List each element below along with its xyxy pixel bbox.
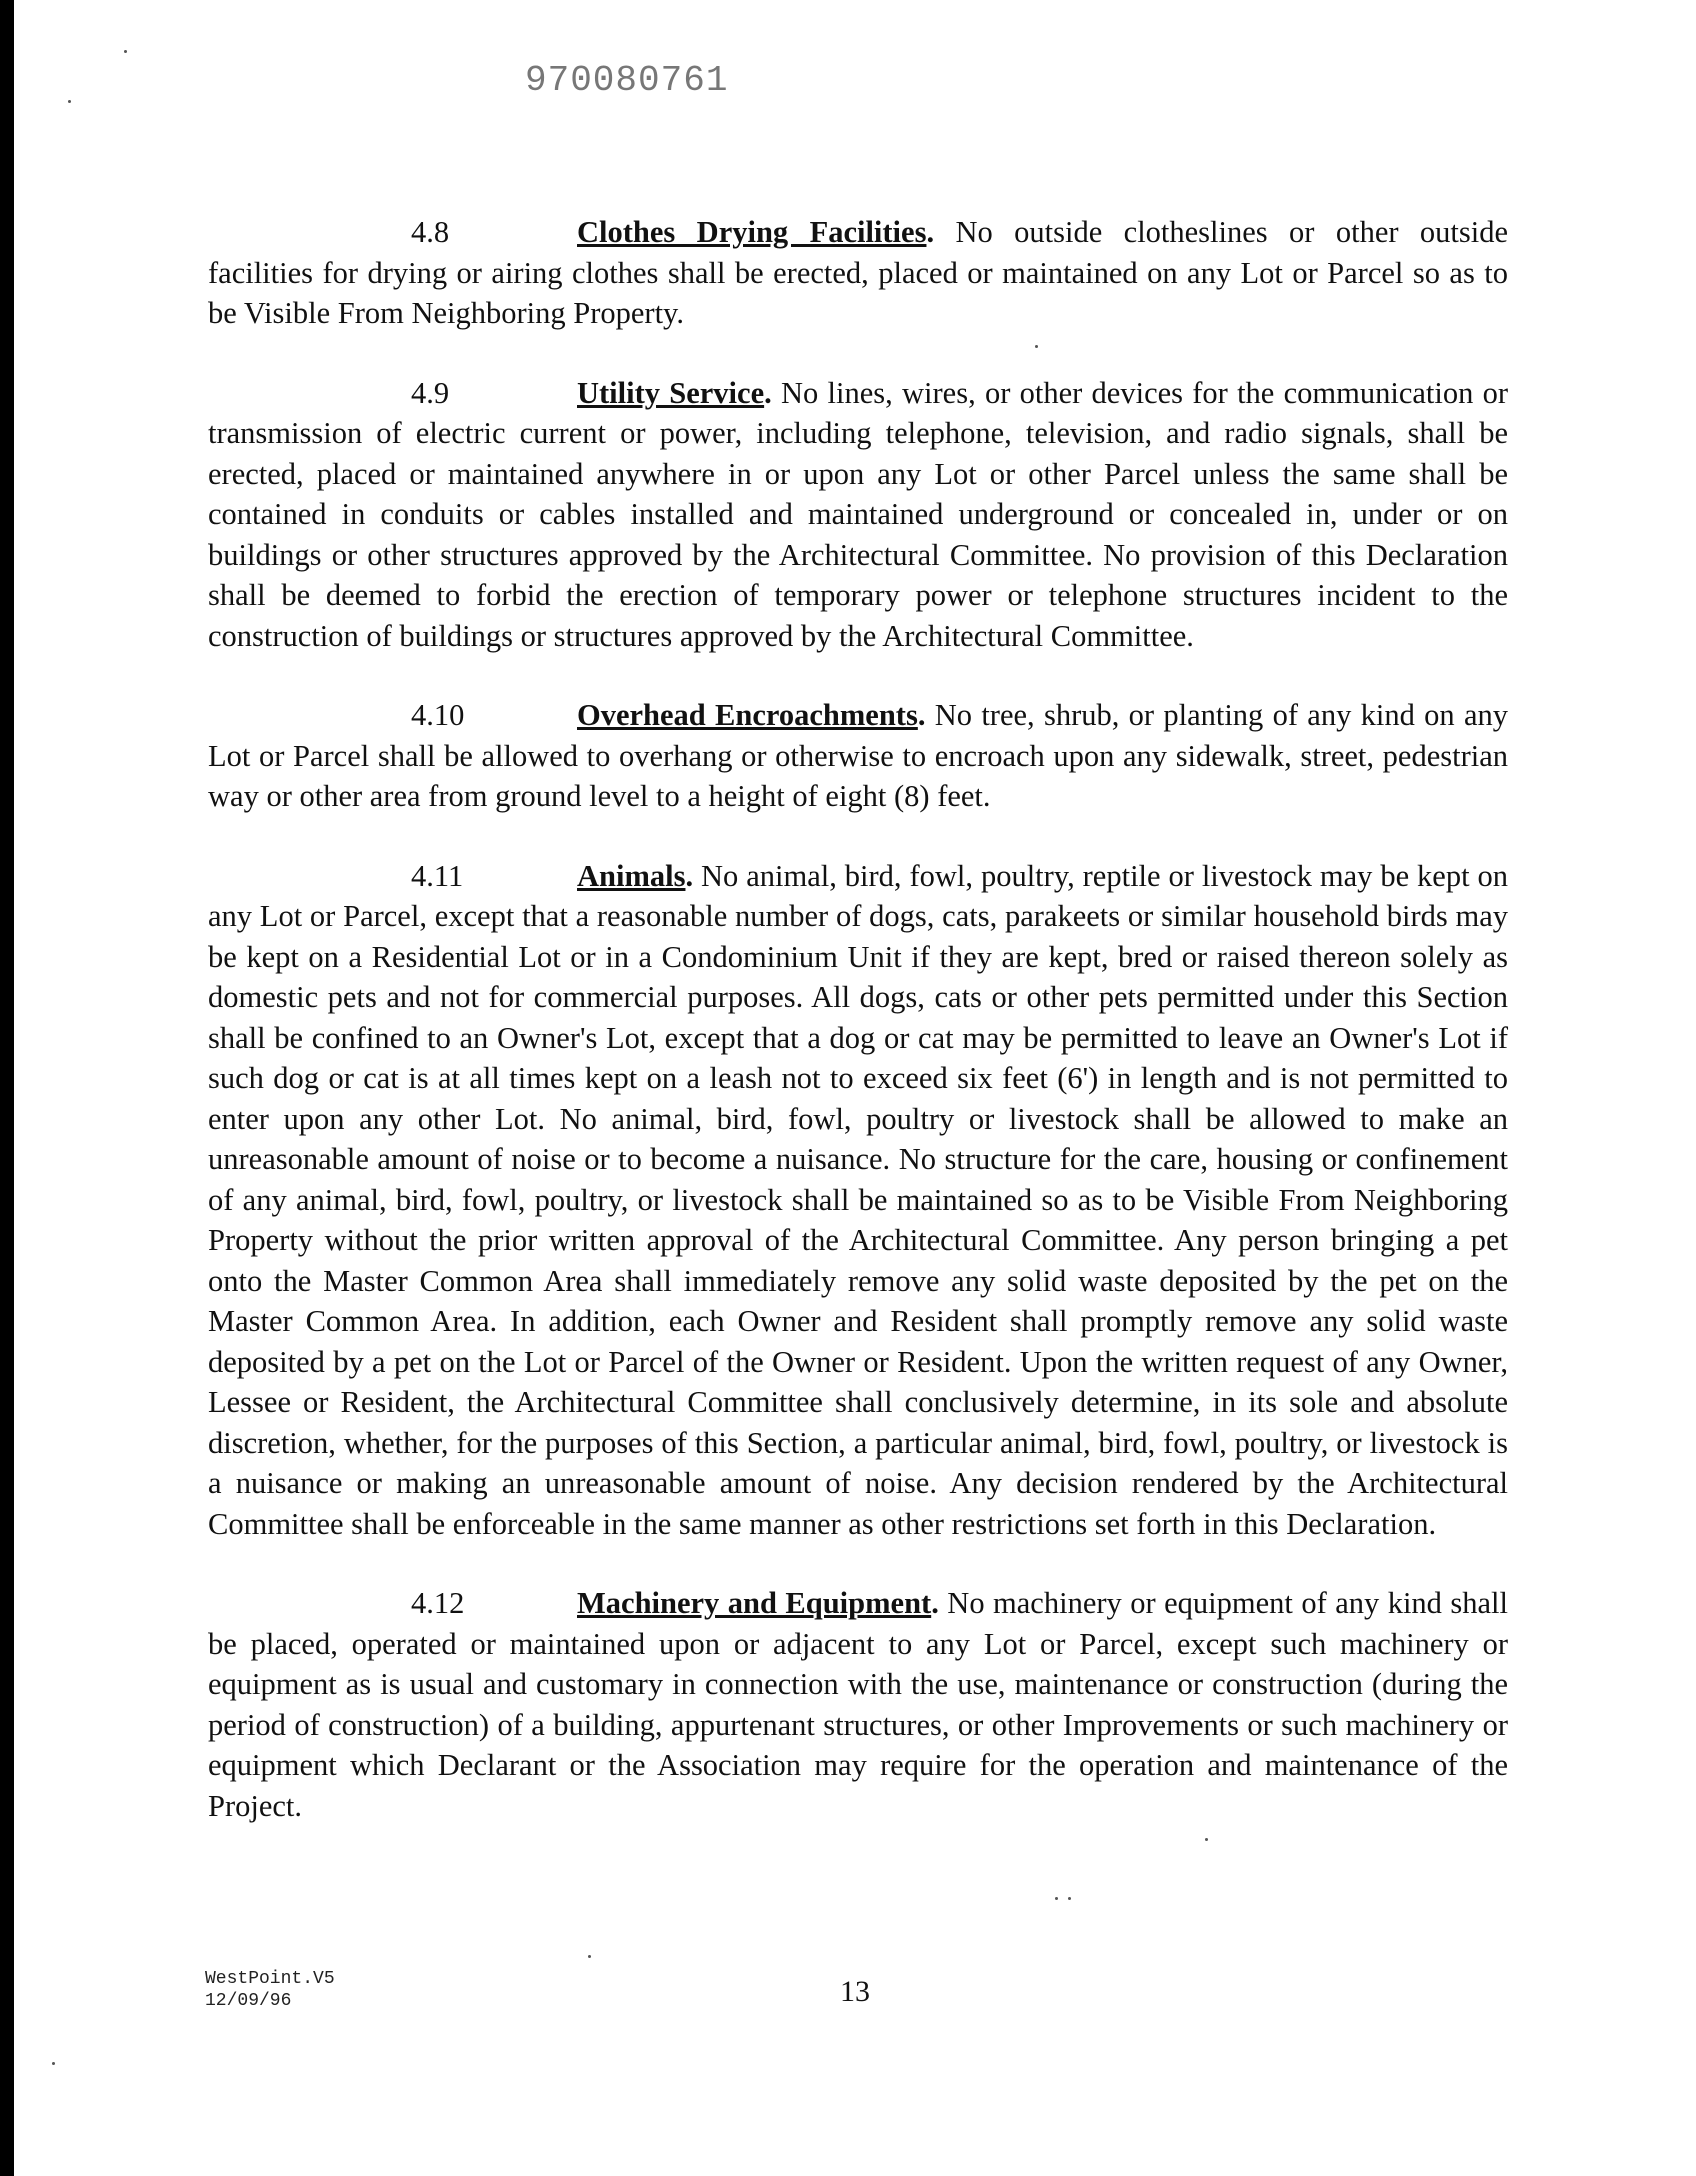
document-stamp-number: 970080761	[525, 60, 729, 101]
section-4-10: 4.10 Overhead Encroachments. No tree, shrub, or planting of any kind on any Lot or Parcel shall be allowed to overhang or otherwise to encroach upon any sidewalk, street, pedestrian way or other area from ground level to a height of eight (8) feet.	[208, 695, 1508, 817]
section-title: Clothes Drying Facilities	[577, 215, 927, 249]
scan-speck	[124, 50, 127, 53]
document-body	[208, 212, 1508, 1865]
scan-speck	[52, 2062, 55, 2065]
section-title: Machinery and Equipment	[577, 1586, 932, 1620]
section-body: No tree, shrub, or planting of any kind on any Lot or Parcel shall be allowed to overhang or otherwise to encroach upon any sidewalk, street, pedestrian way or other area from ground level to a height of eight (8) feet.	[208, 698, 1508, 813]
section-body: No animal, bird, fowl, poultry, reptile or livestock may be kept on any Lot or Parcel, except that a reasonable number of dogs, cats, parakeets or similar household birds may be kept on a Residential Lot or in a Condominium Unit if they are kept, bred or raised thereon solely as domestic pets and not for commercial purposes. All dogs, cats or other pets permitted under this Section shall be confined to an Owner's Lot, except that a dog or cat may be permitted to leave an Owner's Lot if such dog or cat is at all times kept on a leash not to exceed six feet (6') in length and is not permitted to enter upon any other Lot. No animal, bird, fowl, poultry or livestock shall be allowed to make an unreasonable amount of noise or to become a nuisance. No structure for the care, housing or confinement of any animal, bird, fowl, poultry, or livestock shall be maintained so as to be Visible From Neighboring Property without the prior written approval of the Architectural Committee. Any person bringing a pet onto the Master Common Area shall immediately remove any solid waste deposited by the pet on the Master Common Area. In addition, each Owner and Resident shall promptly remove any solid waste deposited by a pet on the Lot or Parcel of the Owner or Resident. Upon the written request of any Owner, Lessee or Resident, the Architectural Committee shall conclusively determine, in its sole and absolute discretion, whether, for the purposes of this Section, a particular animal, bird, fowl, poultry, or livestock is a nuisance or making an unreasonable amount of noise. Any decision rendered by the Architectural Committee shall be enforceable in the same manner as other restrictions set forth in this Declaration.	[208, 858, 1508, 1541]
scan-speck	[1068, 1897, 1071, 1900]
scan-speck	[1055, 1897, 1058, 1900]
section-number: 4.9	[411, 375, 450, 410]
scan-speck	[68, 100, 71, 103]
page-number: 13	[840, 1975, 870, 2008]
section-body: No machinery or equipment of any kind shall be placed, operated or maintained upon or adjacent to any Lot or Parcel, except such machinery or equipment as is usual and customary in connection with the use, maintenance or construction (during the period of construction) of a building, appurtenant structures, or other Improvements or such machinery or equipment which Declarant or the Association may require for the operation and maintenance of the Project.	[208, 1586, 1509, 1823]
section-4-9: 4.9 Utility Service. No lines, wires, or other devices for the communication or transmission of electric current or power, including telephone, television, and radio signals, shall be erected, placed or maintained anywhere in or upon any Lot or other Parcel unless the same shall be contained in conduits or cables installed and maintained underground or concealed in, under or on buildings or other structures approved by the Architectural Committee. No provision of this Declaration shall be deemed to forbid the erection of temporary power or telephone structures incident to the construction of buildings or structures approved by the Architectural Committee.	[208, 373, 1508, 657]
section-body: No outside clotheslines or other outside facilities for drying or airing clothes shall be erected, placed or maintained on any Lot or Parcel so as to be Visible From Neighboring Property.	[208, 215, 1509, 330]
scan-speck	[588, 1955, 591, 1958]
section-4-8: 4.8 Clothes Drying Facilities. No outside clotheslines or other outside facilities for drying or airing clothes shall be erected, placed or maintained on any Lot or Parcel so as to be Visible From Neighboring Property.	[208, 212, 1508, 334]
scan-speck	[1035, 345, 1038, 348]
section-body: No lines, wires, or other devices for the communication or transmission of electric current or power, including telephone, television, and radio signals, shall be erected, placed or maintained anywhere in or upon any Lot or other Parcel unless the same shall be contained in conduits or cables installed and maintained underground or concealed in, under or on buildings or other structures approved by the Architectural Committee. No provision of this Declaration shall be deemed to forbid the erection of temporary power or telephone structures incident to the construction of buildings or structures approved by the Architectural Committee.	[208, 375, 1509, 653]
section-number: 4.12	[411, 1586, 465, 1620]
footer-file-info	[205, 1968, 335, 2012]
scan-left-edge	[0, 0, 14, 2176]
section-number: 4.8	[411, 215, 450, 249]
section-title: Utility Service	[577, 375, 765, 410]
section-number: 4.11	[411, 858, 464, 893]
footer-date: 12/09/96	[205, 1991, 292, 2011]
section-title: Animals	[577, 858, 686, 893]
section-title: Overhead Encroachments	[577, 698, 918, 732]
section-4-12: 4.12 Machinery and Equipment. No machinery or equipment of any kind shall be placed, operated or maintained upon or adjacent to any Lot or Parcel, except such machinery or equipment as is usual and customary in connection with the use, maintenance or construction (during the period of construction) of a building, appurtenant structures, or other Improvements or such machinery or equipment which Declarant or the Association may require for the operation and maintenance of the Project.	[208, 1583, 1508, 1826]
scan-speck	[1205, 1838, 1208, 1841]
section-number: 4.10	[411, 698, 465, 732]
section-4-11: 4.11 Animals. No animal, bird, fowl, poultry, reptile or livestock may be kept on any Lot or Parcel, except that a reasonable number of dogs, cats, parakeets or similar household birds may be kept on a Residential Lot or in a Condominium Unit if they are kept, bred or raised thereon solely as domestic pets and not for commercial purposes. All dogs, cats or other pets permitted under this Section shall be confined to an Owner's Lot, except that a dog or cat may be permitted to leave an Owner's Lot if such dog or cat is at all times kept on a leash not to exceed six feet (6') in length and is not permitted to enter upon any other Lot. No animal, bird, fowl, poultry or livestock shall be allowed to make an unreasonable amount of noise or to become a nuisance. No structure for the care, housing or confinement of any animal, bird, fowl, poultry, or livestock shall be maintained so as to be Visible From Neighboring Property without the prior written approval of the Architectural Committee. Any person bringing a pet onto the Master Common Area shall immediately remove any solid waste deposited by the pet on the Master Common Area. In addition, each Owner and Resident shall promptly remove any solid waste deposited by a pet on the Lot or Parcel of the Owner or Resident. Upon the written request of any Owner, Lessee or Resident, the Architectural Committee shall conclusively determine, in its sole and absolute discretion, whether, for the purposes of this Section, a particular animal, bird, fowl, poultry, or livestock is a nuisance or making an unreasonable amount of noise. Any decision rendered by the Architectural Committee shall be enforceable in the same manner as other restrictions set forth in this Declaration.	[208, 856, 1508, 1545]
footer-file-name: WestPoint.V5	[205, 1969, 335, 1989]
